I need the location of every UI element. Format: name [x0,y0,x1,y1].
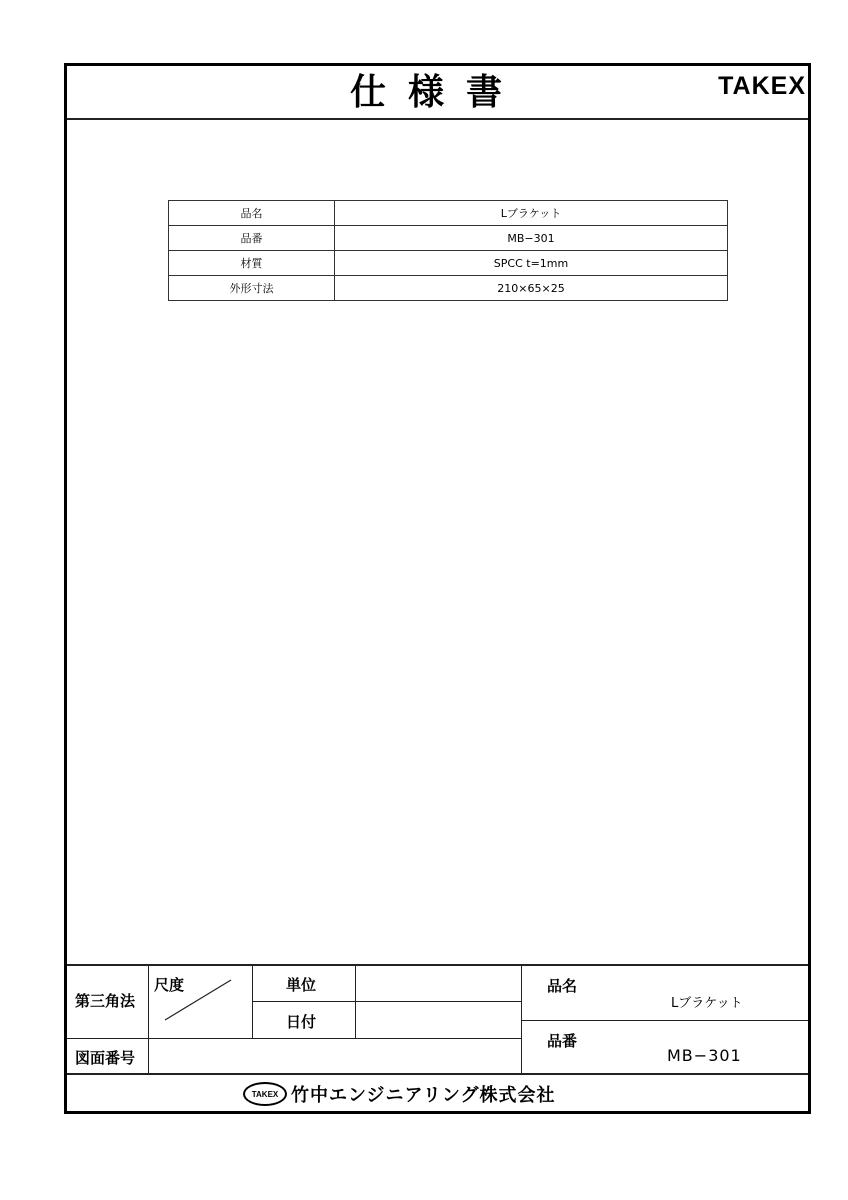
projection-label: 第三角法 [75,992,136,1010]
spec-row [169,201,728,226]
scale-label: 尺度 [154,976,185,994]
unit-label: 単位 [286,976,317,994]
spec-row [169,276,728,301]
document-header [67,66,808,120]
spec-table [168,200,728,301]
spec-label: 品名 [169,201,335,226]
takex-logo-icon: TAKEX [243,1082,287,1106]
spec-label: 外形寸法 [169,276,335,301]
drawing-frame [64,63,811,1114]
brand-logo: TAKEX [718,72,806,100]
document-title: 仕様書 [349,72,524,113]
spec-value: 210×65×25 [335,276,728,301]
divider [148,966,149,1075]
divider [252,1001,521,1002]
product-name-value: Lブラケット [671,996,743,1011]
product-number-label: 品番 [547,1032,578,1050]
drawing-number-label: 図面番号 [75,1049,136,1067]
date-label: 日付 [286,1013,317,1031]
company-signature [243,1081,555,1107]
spec-label: 材質 [169,251,335,276]
divider [521,1020,808,1021]
scale-slash [163,978,235,1022]
spec-value: SPCC t=1mm [335,251,728,276]
spec-value: MB−301 [335,226,728,251]
divider [252,966,253,1038]
spec-row [169,251,728,276]
product-name-label: 品名 [547,977,578,995]
company-name: 竹中エンジニアリング株式会社 [291,1085,556,1106]
product-number-value: MB−301 [667,1046,742,1065]
spec-label: 品番 [169,226,335,251]
spec-value: Lブラケット [335,201,728,226]
spec-row [169,226,728,251]
divider [67,1038,521,1039]
company-footer [67,1073,808,1113]
divider [355,966,356,1038]
